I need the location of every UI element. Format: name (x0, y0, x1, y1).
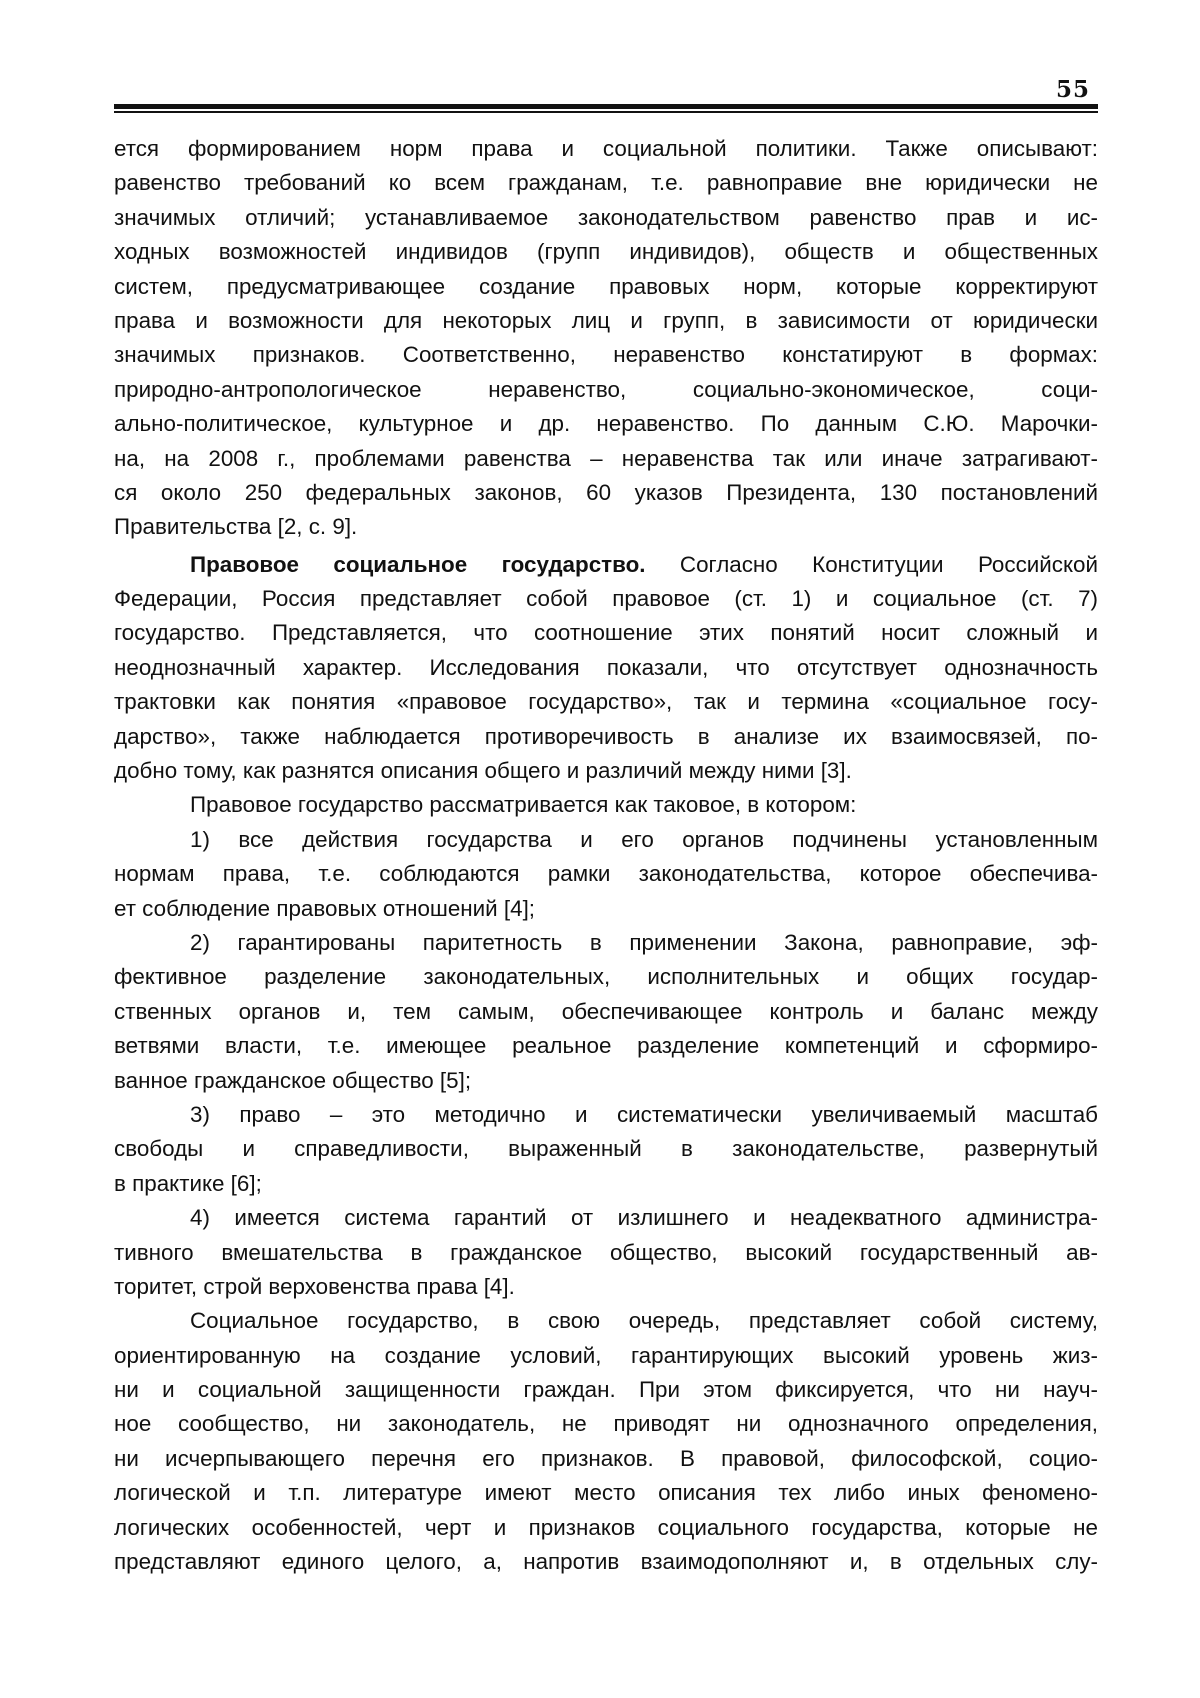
text-line: ни и социальной защищенности граждан. При этом фиксируется, что ни науч- (114, 1377, 1098, 1403)
text-line: ходных возможностей индивидов (групп индивидов), обществ и общественных (114, 239, 1098, 265)
text-line: ванное гражданское общество [5]; (114, 1067, 472, 1093)
list-item-line: 3) право – это методично и систематически увеличиваемый масштаб (190, 1101, 1098, 1127)
text-line: свободы и справедливости, выраженный в законодательстве, развернутый (114, 1136, 1098, 1162)
text-line: Федерации, Россия представляет собой правовое (ст. 1) и социальное (ст. 7) (114, 586, 1098, 612)
text-line: ветвями власти, т.е. имеющее реальное разделение компетенций и сформиро- (114, 1033, 1098, 1059)
text-line: в практике [6]; (114, 1170, 262, 1196)
list-item-line: 2) гарантированы паритетность в применении Закона, равноправие, эф- (190, 929, 1098, 955)
text-line: на, на 2008 г., проблемами равенства – неравенства так или иначе затрагивают- (114, 445, 1098, 471)
text-line: тивного вмешательства в гражданское общество, высокий государственный ав- (114, 1239, 1098, 1265)
section-heading-line (114, 548, 1098, 582)
text-line: ное сообщество, ни законодатель, не приводят ни однозначного определения, (114, 1411, 1098, 1437)
list-item-line: 1) все действия государства и его органов подчинены установленным (190, 826, 1098, 852)
text-line: ориентированную на создание условий, гарантирующих высокий уровень жиз- (114, 1342, 1098, 1368)
body-text (114, 132, 1098, 1579)
header-rule-thin (114, 111, 1098, 113)
header-rule-thick (114, 104, 1098, 109)
text-line: значимых отличий; устанавливаемое законодательством равенство прав и ис- (114, 204, 1098, 230)
text-line: логических особенностей, черт и признаков социального государства, которые не (114, 1514, 1098, 1540)
text-line: логической и т.п. литературе имеют место описания тех либо иных феномено- (114, 1480, 1098, 1506)
list-item-line: 4) имеется система гарантий от излишнего и неадекватного администра- (190, 1205, 1098, 1231)
text-line: неоднозначный характер. Исследования показали, что отсутствует однозначность (114, 654, 1098, 680)
text-line: систем, предусматривающее создание правовых норм, которые корректируют (114, 273, 1098, 299)
text-line: ни исчерпывающего перечня его признаков. В правовой, философской, социо- (114, 1445, 1098, 1471)
text-line: трактовки как понятия «правовое государство», так и термина «социальное госу- (114, 689, 1098, 715)
text-line: фективное разделение законодательных, исполнительных и общих государ- (114, 964, 1098, 990)
text-line: природно-антропологическое неравенство, социально-экономическое, соци- (114, 376, 1098, 402)
text-line: ся около 250 федеральных законов, 60 указов Президента, 130 постановлений (114, 479, 1098, 505)
text-line: права и возможности для некоторых лиц и групп, в зависимости от юридически (114, 307, 1098, 333)
text-line: ственных органов и, тем самым, обеспечивающее контроль и баланс между (114, 998, 1098, 1024)
text-line: дарство», также наблюдается противоречивость в анализе их взаимосвязей, по- (114, 723, 1098, 749)
text-line-rest: Согласно Конституции Российской (679, 551, 1098, 577)
page-number: 55 (1055, 76, 1090, 103)
text-line: представляют единого целого, а, напротив взаимодополняют и, в отдельных слу- (114, 1549, 1098, 1575)
text-line: равенство требований ко всем гражданам, т.е. равноправие вне юридически не (114, 170, 1098, 196)
text-line: Правительства [2, с. 9]. (114, 514, 358, 540)
text-line: нормам права, т.е. соблюдаются рамки законодательства, которое обеспечива- (114, 861, 1098, 887)
text-line: Социальное государство, в свою очередь, представляет собой систему, (190, 1308, 1098, 1334)
text-line: ально-политическое, культурное и др. неравенство. По данным С.Ю. Марочки- (114, 411, 1098, 437)
text-line: значимых признаков. Соответственно, неравенство констатируют в формах: (114, 342, 1098, 368)
text-line: добно тому, как разнятся описания общего и различий между ними [3]. (114, 758, 852, 784)
text-line: Правовое государство рассматривается как таковое, в котором: (190, 792, 857, 818)
text-line: ется формированием норм права и социальной политики. Также описывают: (114, 136, 1098, 161)
text-line: торитет, строй верховенства права [4]. (114, 1273, 515, 1299)
text-line: ет соблюдение правовых отношений [4]; (114, 895, 536, 921)
section-heading: Правовое социальное государство. (190, 551, 646, 577)
text-line: государство. Представляется, что соотношение этих понятий носит сложный и (114, 620, 1098, 646)
